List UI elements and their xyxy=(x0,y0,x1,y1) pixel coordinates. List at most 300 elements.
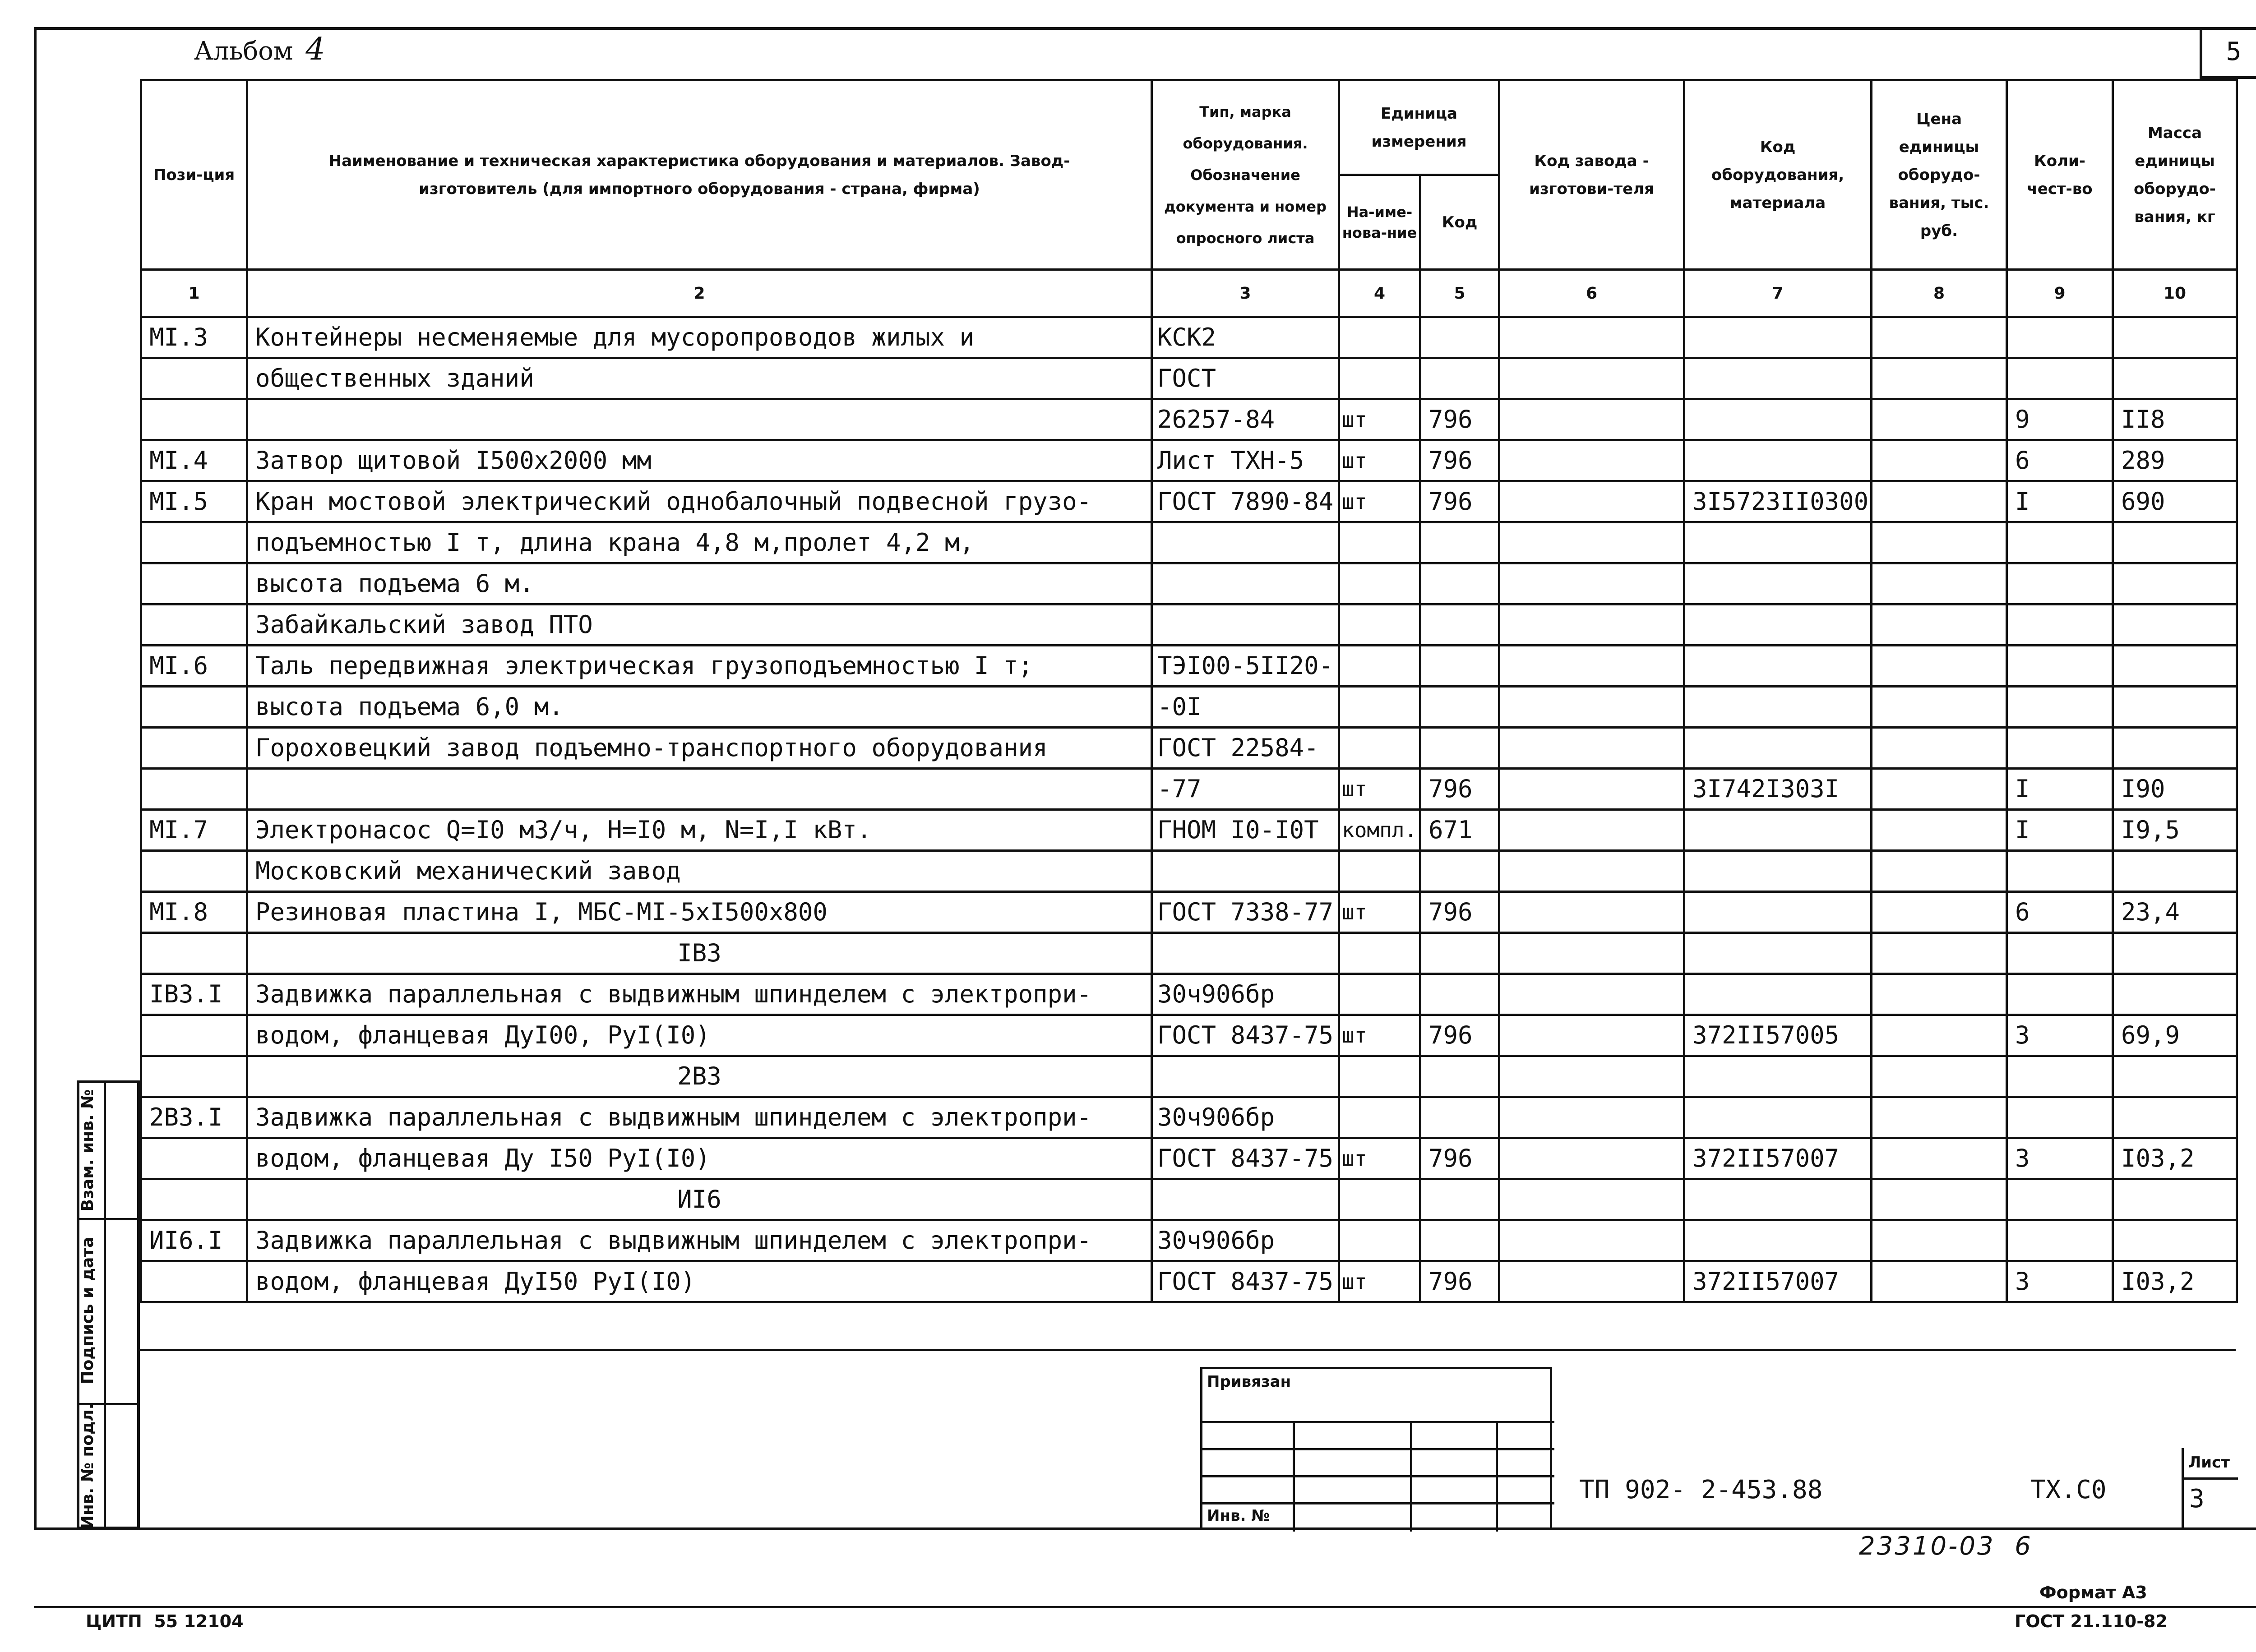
cell-price xyxy=(1872,563,2007,605)
cell-factory-code xyxy=(1499,933,1684,974)
cell-unit-code xyxy=(1420,317,1499,358)
cell-price xyxy=(1872,522,2007,563)
table-row xyxy=(141,1015,2237,1056)
cell-quantity xyxy=(2007,1097,2113,1138)
table-row xyxy=(141,481,2237,522)
cell-mass: 289 xyxy=(2113,440,2237,481)
cell-factory-code xyxy=(1499,687,1684,728)
cell-quantity xyxy=(2007,358,2113,399)
cell-unit-name: шт xyxy=(1339,1015,1420,1056)
cell-equipment-code: 372II57007 xyxy=(1684,1261,1872,1302)
cell-quantity xyxy=(2007,646,2113,687)
cell-unit-code: 796 xyxy=(1420,1261,1499,1302)
cell-price xyxy=(1872,728,2007,769)
cell-equipment-code xyxy=(1684,974,1872,1015)
table-row xyxy=(141,728,2237,769)
cell-factory-code xyxy=(1499,399,1684,440)
page-number: 5 xyxy=(2226,37,2242,66)
col-header-unit-name: На-име-нова-ние xyxy=(1339,175,1420,270)
cell-unit-code: 796 xyxy=(1420,1015,1499,1056)
cell-type: 30ч906бр xyxy=(1152,974,1339,1015)
cell-quantity: I xyxy=(2007,481,2113,522)
cell-unit-code: 796 xyxy=(1420,481,1499,522)
col-header-price: Цена единицы оборудо-вания, тыс. руб. xyxy=(1872,80,2007,270)
col-number: 1 xyxy=(141,270,247,317)
album-word: Альбом xyxy=(194,37,293,66)
table-row xyxy=(141,358,2237,399)
cell-unit-name xyxy=(1339,1097,1420,1138)
cell-factory-code xyxy=(1499,563,1684,605)
table-row xyxy=(141,1220,2237,1261)
cell-position xyxy=(141,687,247,728)
table-row xyxy=(141,605,2237,646)
cell-position xyxy=(141,933,247,974)
column-number-row xyxy=(141,270,2237,317)
cell-position xyxy=(141,1015,247,1056)
cell-unit-code xyxy=(1420,1056,1499,1097)
cell-unit-name xyxy=(1339,646,1420,687)
cell-type: ГОСТ xyxy=(1152,358,1339,399)
privyazan-grid-line xyxy=(1202,1502,1554,1504)
cell-mass xyxy=(2113,605,2237,646)
cell-quantity xyxy=(2007,1056,2113,1097)
cell-quantity: 3 xyxy=(2007,1015,2113,1056)
cell-unit-code: 796 xyxy=(1420,892,1499,933)
cell-unit-code xyxy=(1420,1220,1499,1261)
cell-price xyxy=(1872,358,2007,399)
privyazan-grid-line xyxy=(1202,1475,1554,1477)
table-row xyxy=(141,1261,2237,1302)
cell-type: 30ч906бр xyxy=(1152,1220,1339,1261)
cell-price xyxy=(1872,810,2007,851)
cell-price xyxy=(1872,1261,2007,1302)
cell-quantity xyxy=(2007,933,2113,974)
cell-name: Затвор щитовой I500x2000 мм xyxy=(247,440,1152,481)
cell-mass xyxy=(2113,317,2237,358)
cell-mass: 69,9 xyxy=(2113,1015,2237,1056)
cell-unit-code xyxy=(1420,851,1499,892)
cell-unit-name: компл. xyxy=(1339,810,1420,851)
cell-unit-name xyxy=(1339,563,1420,605)
col-header-quantity: Коли-чест-во xyxy=(2007,80,2113,270)
cell-mass xyxy=(2113,1056,2237,1097)
cell-position xyxy=(141,605,247,646)
cell-factory-code xyxy=(1499,646,1684,687)
cell-quantity xyxy=(2007,851,2113,892)
table-body xyxy=(141,317,2237,1302)
col-header-position: Пози-ция xyxy=(141,80,247,270)
cell-factory-code xyxy=(1499,1056,1684,1097)
cell-type: ГОСТ 7338-77 xyxy=(1152,892,1339,933)
cell-type: -0I xyxy=(1152,687,1339,728)
cell-mass: I9,5 xyxy=(2113,810,2237,851)
cell-mass xyxy=(2113,563,2237,605)
cell-position xyxy=(141,522,247,563)
cell-factory-code xyxy=(1499,851,1684,892)
cell-unit-name: шт xyxy=(1339,769,1420,810)
table-row xyxy=(141,974,2237,1015)
cell-unit-code xyxy=(1420,974,1499,1015)
cell-equipment-code xyxy=(1684,440,1872,481)
cell-factory-code xyxy=(1499,1138,1684,1179)
col-number: 5 xyxy=(1420,270,1499,317)
col-number: 9 xyxy=(2007,270,2113,317)
cell-unit-name xyxy=(1339,687,1420,728)
cell-price xyxy=(1872,399,2007,440)
cell-unit-name: шт xyxy=(1339,481,1420,522)
col-header-unit-code: Код xyxy=(1420,175,1499,270)
privyazan-grid-line xyxy=(1202,1448,1554,1450)
cell-price xyxy=(1872,1220,2007,1261)
cell-type: ГОСТ 8437-75 xyxy=(1152,1138,1339,1179)
cell-unit-code xyxy=(1420,605,1499,646)
cell-type xyxy=(1152,522,1339,563)
cell-unit-name xyxy=(1339,1056,1420,1097)
cell-factory-code xyxy=(1499,892,1684,933)
table-row xyxy=(141,1056,2237,1097)
cell-position: MI.5 xyxy=(141,481,247,522)
cell-position xyxy=(141,399,247,440)
cell-name: водом, фланцевая ДуI00, РуI(I0) xyxy=(247,1015,1152,1056)
cell-mass xyxy=(2113,851,2237,892)
doc-mark: ТХ.С0 xyxy=(2030,1475,2107,1504)
cell-unit-code xyxy=(1420,522,1499,563)
cell-type: -77 xyxy=(1152,769,1339,810)
doc-code: ТП 902- 2-453.88 xyxy=(1579,1475,1823,1504)
inv-no-label: Инв. № xyxy=(1207,1507,1270,1525)
cell-mass: 23,4 xyxy=(2113,892,2237,933)
col-header-mass: Масса единицы оборудо-вания, кг xyxy=(2113,80,2237,270)
sheet-label: Лист xyxy=(2188,1454,2230,1472)
cell-price xyxy=(1872,440,2007,481)
cell-factory-code xyxy=(1499,769,1684,810)
cell-position xyxy=(141,1138,247,1179)
cell-price xyxy=(1872,687,2007,728)
cell-unit-code: 671 xyxy=(1420,810,1499,851)
spec-table xyxy=(140,79,2238,1303)
cell-factory-code xyxy=(1499,1261,1684,1302)
format-label: Формат А3 xyxy=(2039,1583,2147,1602)
cell-price xyxy=(1872,892,2007,933)
cell-unit-code: 796 xyxy=(1420,440,1499,481)
cell-unit-name xyxy=(1339,933,1420,974)
cell-type: 30ч906бр xyxy=(1152,1097,1339,1138)
cell-name: Таль передвижная электрическая грузоподъемностью I т; xyxy=(247,646,1152,687)
cell-equipment-code xyxy=(1684,728,1872,769)
cell-unit-name: шт xyxy=(1339,399,1420,440)
title-block-top xyxy=(140,1349,2236,1351)
side-label-podpis: Подпись и дата xyxy=(79,1237,97,1384)
cell-type: КСК2 xyxy=(1152,317,1339,358)
cell-factory-code xyxy=(1499,440,1684,481)
col-number: 7 xyxy=(1684,270,1872,317)
cell-unit-name xyxy=(1339,851,1420,892)
cell-unit-name: шт xyxy=(1339,440,1420,481)
cell-factory-code xyxy=(1499,317,1684,358)
cell-position xyxy=(141,769,247,810)
cell-factory-code xyxy=(1499,1220,1684,1261)
cell-unit-code xyxy=(1420,1097,1499,1138)
cell-name: высота подъема 6,0 м. xyxy=(247,687,1152,728)
cell-quantity xyxy=(2007,317,2113,358)
cell-price xyxy=(1872,317,2007,358)
cell-position xyxy=(141,851,247,892)
cell-name: Забайкальский завод ПТО xyxy=(247,605,1152,646)
side-label-inv-podl: Инв. № подл. xyxy=(79,1403,97,1529)
handwritten-number: 23310-03 6 xyxy=(1859,1532,2033,1561)
cell-factory-code xyxy=(1499,1015,1684,1056)
cell-equipment-code xyxy=(1684,851,1872,892)
table-row xyxy=(141,399,2237,440)
cell-price xyxy=(1872,1138,2007,1179)
cell-mass xyxy=(2113,522,2237,563)
cell-factory-code xyxy=(1499,522,1684,563)
table-row xyxy=(141,1097,2237,1138)
cell-type: ГОСТ 8437-75 xyxy=(1152,1015,1339,1056)
cell-factory-code xyxy=(1499,1097,1684,1138)
cell-quantity xyxy=(2007,687,2113,728)
cell-quantity xyxy=(2007,728,2113,769)
cell-price xyxy=(1872,1179,2007,1220)
cell-quantity xyxy=(2007,522,2113,563)
cell-quantity xyxy=(2007,1179,2113,1220)
cell-equipment-code xyxy=(1684,810,1872,851)
cell-quantity xyxy=(2007,1220,2113,1261)
gost-label: ГОСТ 21.110-82 xyxy=(2015,1611,2168,1631)
cell-position: IВЗ.I xyxy=(141,974,247,1015)
cell-factory-code xyxy=(1499,358,1684,399)
cell-equipment-code xyxy=(1684,646,1872,687)
cell-quantity: 6 xyxy=(2007,892,2113,933)
table-row xyxy=(141,810,2237,851)
cell-price xyxy=(1872,1097,2007,1138)
cell-unit-name xyxy=(1339,728,1420,769)
cell-type: ГОСТ 7890-84 xyxy=(1152,481,1339,522)
cell-type: Лист ТХН-5 xyxy=(1152,440,1339,481)
cell-equipment-code xyxy=(1684,522,1872,563)
col-header-equipment-code: Код оборудования, материала xyxy=(1684,80,1872,270)
cell-equipment-code xyxy=(1684,1220,1872,1261)
sheet-number: 3 xyxy=(2189,1484,2205,1514)
cell-quantity: 9 xyxy=(2007,399,2113,440)
col-number: 2 xyxy=(247,270,1152,317)
cell-mass xyxy=(2113,974,2237,1015)
cell-price xyxy=(1872,769,2007,810)
cell-quantity xyxy=(2007,605,2113,646)
cell-name: Гороховецкий завод подъемно-транспортного оборудования xyxy=(247,728,1152,769)
cell-unit-name xyxy=(1339,974,1420,1015)
cell-price xyxy=(1872,1015,2007,1056)
cell-unit-code xyxy=(1420,1179,1499,1220)
footer-line xyxy=(34,1606,2256,1608)
cell-price xyxy=(1872,605,2007,646)
cell-unit-name xyxy=(1339,605,1420,646)
cell-position: MI.3 xyxy=(141,317,247,358)
cell-name: Задвижка параллельная с выдвижным шпинделем с электропри- xyxy=(247,1097,1152,1138)
cell-unit-name: шт xyxy=(1339,1138,1420,1179)
table-row xyxy=(141,1138,2237,1179)
cell-name: 2ВЗ xyxy=(247,1056,1152,1097)
cell-equipment-code: 372II57005 xyxy=(1684,1015,1872,1056)
col-header-type: Тип, марка оборудования. Обозначение документа и номер опросного листа xyxy=(1152,80,1339,270)
cell-quantity: I xyxy=(2007,769,2113,810)
cell-mass xyxy=(2113,646,2237,687)
cell-price xyxy=(1872,646,2007,687)
table-row xyxy=(141,563,2237,605)
cell-position xyxy=(141,728,247,769)
cell-unit-code xyxy=(1420,728,1499,769)
cell-unit-code: 796 xyxy=(1420,769,1499,810)
cell-name: высота подъема 6 м. xyxy=(247,563,1152,605)
cell-type: ТЭI00-5II20- xyxy=(1152,646,1339,687)
cell-unit-code: 796 xyxy=(1420,399,1499,440)
cell-quantity: 6 xyxy=(2007,440,2113,481)
cell-type xyxy=(1152,1179,1339,1220)
table-row xyxy=(141,933,2237,974)
cell-equipment-code xyxy=(1684,933,1872,974)
cell-unit-name xyxy=(1339,1179,1420,1220)
cell-name: ИI6 xyxy=(247,1179,1152,1220)
cell-mass: I03,2 xyxy=(2113,1261,2237,1302)
table-row xyxy=(141,769,2237,810)
cell-unit-name: шт xyxy=(1339,1261,1420,1302)
cell-quantity xyxy=(2007,974,2113,1015)
privyazan-grid-line xyxy=(1496,1421,1498,1532)
sheet-divider xyxy=(2184,1477,2238,1480)
side-stamp-divider xyxy=(77,1218,140,1220)
cell-equipment-code xyxy=(1684,892,1872,933)
table-row xyxy=(141,892,2237,933)
cell-price xyxy=(1872,851,2007,892)
cell-quantity xyxy=(2007,563,2113,605)
cell-position xyxy=(141,563,247,605)
table-row xyxy=(141,646,2237,687)
cell-type xyxy=(1152,563,1339,605)
cell-equipment-code xyxy=(1684,358,1872,399)
cell-unit-name: шт xyxy=(1339,892,1420,933)
cell-price xyxy=(1872,933,2007,974)
cell-position: MI.8 xyxy=(141,892,247,933)
cell-name: Московский механический завод xyxy=(247,851,1152,892)
col-number: 10 xyxy=(2113,270,2237,317)
cell-factory-code xyxy=(1499,481,1684,522)
cell-type xyxy=(1152,605,1339,646)
cell-mass: II8 xyxy=(2113,399,2237,440)
cell-position: MI.6 xyxy=(141,646,247,687)
cell-type xyxy=(1152,1056,1339,1097)
cell-mass xyxy=(2113,687,2237,728)
col-number: 8 xyxy=(1872,270,2007,317)
cell-equipment-code xyxy=(1684,317,1872,358)
cell-price xyxy=(1872,974,2007,1015)
cell-equipment-code xyxy=(1684,605,1872,646)
table-row xyxy=(141,1179,2237,1220)
cell-mass xyxy=(2113,1220,2237,1261)
cell-factory-code xyxy=(1499,1179,1684,1220)
cell-unit-name xyxy=(1339,522,1420,563)
col-header-name: Наименование и техническая характеристика оборудования и материалов. Завод-изготовитель (для импортного оборудования - страна, фирма) xyxy=(247,80,1152,270)
cell-name xyxy=(247,399,1152,440)
cell-position xyxy=(141,1056,247,1097)
cell-name: общественных зданий xyxy=(247,358,1152,399)
table-row xyxy=(141,851,2237,892)
table-header xyxy=(141,80,2237,317)
cell-mass xyxy=(2113,358,2237,399)
table-row xyxy=(141,687,2237,728)
cell-equipment-code xyxy=(1684,1097,1872,1138)
cell-type: 26257-84 xyxy=(1152,399,1339,440)
cell-name: Кран мостовой электрический однобалочный подвесной грузо- xyxy=(247,481,1152,522)
cell-position xyxy=(141,1261,247,1302)
title-block xyxy=(140,1349,2236,1529)
privyazan-grid-line xyxy=(1293,1421,1295,1532)
cell-price xyxy=(1872,481,2007,522)
side-label-vzam: Взам. инв. № xyxy=(79,1089,97,1212)
cell-name: Задвижка параллельная с выдвижным шпинделем с электропри- xyxy=(247,974,1152,1015)
cell-equipment-code xyxy=(1684,1179,1872,1220)
cell-equipment-code xyxy=(1684,687,1872,728)
cell-equipment-code xyxy=(1684,563,1872,605)
cell-factory-code xyxy=(1499,974,1684,1015)
cell-price xyxy=(1872,1056,2007,1097)
cell-position: 2ВЗ.I xyxy=(141,1097,247,1138)
cell-unit-name xyxy=(1339,317,1420,358)
col-number: 3 xyxy=(1152,270,1339,317)
table-row xyxy=(141,522,2237,563)
cell-factory-code xyxy=(1499,605,1684,646)
cell-type: ГНОМ I0-I0Т xyxy=(1152,810,1339,851)
cell-position xyxy=(141,358,247,399)
cell-equipment-code: 3I5723II0300 xyxy=(1684,481,1872,522)
cell-name: Задвижка параллельная с выдвижным шпинделем с электропри- xyxy=(247,1220,1152,1261)
album-label xyxy=(194,32,325,67)
cell-unit-code xyxy=(1420,933,1499,974)
col-number: 6 xyxy=(1499,270,1684,317)
cell-mass: 690 xyxy=(2113,481,2237,522)
cell-unit-name xyxy=(1339,358,1420,399)
col-number: 4 xyxy=(1339,270,1420,317)
cell-equipment-code xyxy=(1684,1056,1872,1097)
citp-label: ЦИТП 55 12104 xyxy=(86,1611,244,1631)
cell-position: ИI6.I xyxy=(141,1220,247,1261)
cell-name: водом, фланцевая ДуI50 РуI(I0) xyxy=(247,1261,1152,1302)
cell-type xyxy=(1152,851,1339,892)
table-row xyxy=(141,317,2237,358)
cell-unit-code: 796 xyxy=(1420,1138,1499,1179)
cell-unit-code xyxy=(1420,646,1499,687)
cell-type xyxy=(1152,933,1339,974)
page-number-box xyxy=(2200,27,2256,79)
cell-type: ГОСТ 22584- xyxy=(1152,728,1339,769)
cell-name: Электронасос Q=I0 м3/ч, H=I0 м, N=I,I кВт. xyxy=(247,810,1152,851)
cell-factory-code xyxy=(1499,728,1684,769)
cell-name xyxy=(247,769,1152,810)
cell-name: подъемностью I т, длина крана 4,8 м,пролет 4,2 м, xyxy=(247,522,1152,563)
cell-quantity: 3 xyxy=(2007,1138,2113,1179)
side-stamp-divider xyxy=(104,1080,106,1529)
cell-name: Контейнеры несменяемые для мусоропроводов жилых и xyxy=(247,317,1152,358)
cell-mass: I03,2 xyxy=(2113,1138,2237,1179)
cell-name: Резиновая пластина I, МБС-МI-5xI500x800 xyxy=(247,892,1152,933)
col-header-unit: Единица измерения xyxy=(1339,80,1499,175)
cell-position xyxy=(141,1179,247,1220)
cell-equipment-code: 372II57007 xyxy=(1684,1138,1872,1179)
album-number: 4 xyxy=(305,32,325,67)
cell-equipment-code: 3I742I303I xyxy=(1684,769,1872,810)
table-row xyxy=(141,440,2237,481)
cell-unit-code xyxy=(1420,687,1499,728)
col-header-factory-code: Код завода - изготови-теля xyxy=(1499,80,1684,270)
